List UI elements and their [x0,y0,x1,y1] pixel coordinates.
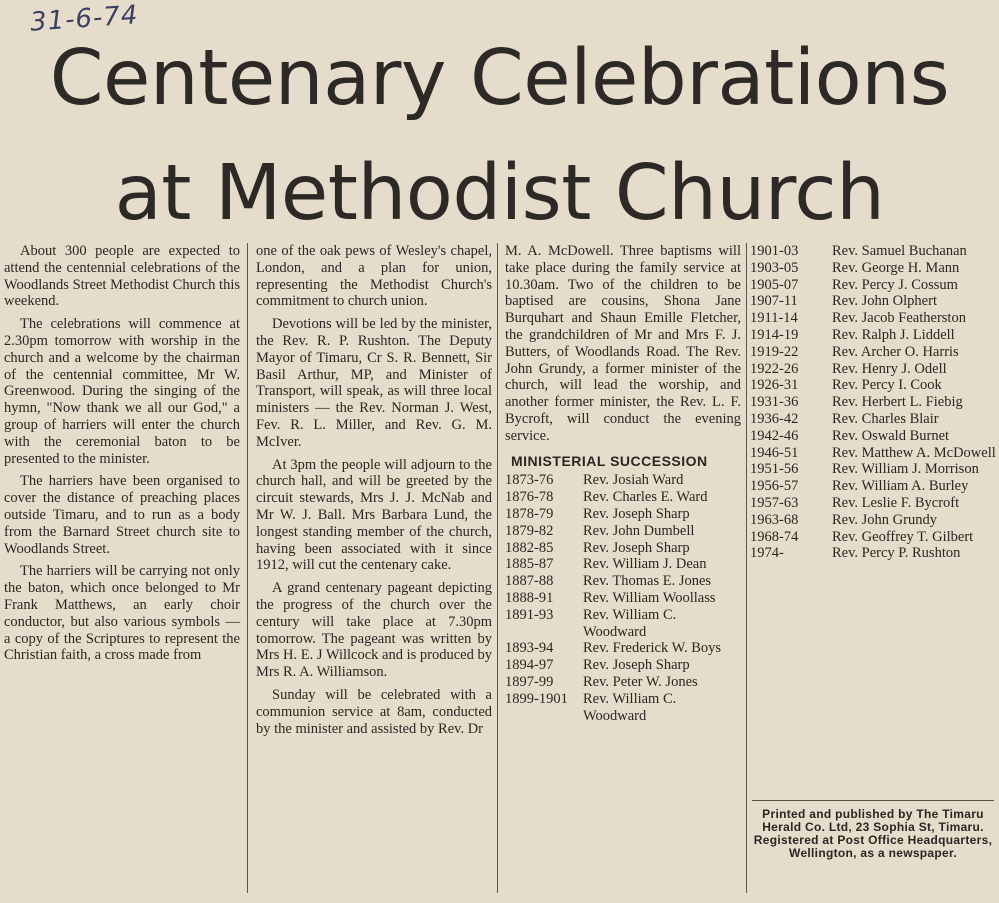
succession-row [750,461,996,478]
succession-minister: Rev. William J. Morrison [832,461,979,478]
paragraph: The harriers have been organised to cover the distance of preaching places outside Timaru, and to run as a body from the Barnard Street church site to Woodlands Street. [4,473,240,557]
succession-minister: Rev. George H. Mann [832,259,960,276]
article-column-2 [256,243,492,743]
succession-minister: Rev. Peter W. Jones [583,673,698,690]
succession-years: 1942-46 [750,427,799,444]
succession-years: 1956-57 [750,478,799,495]
succession-years: 1893-94 [505,640,554,657]
succession-minister: Rev. Joseph Sharp [583,505,690,522]
succession-minister: Rev. Charles Blair [832,410,939,427]
succession-row [750,361,996,378]
succession-minister: Rev. Josiah Ward [583,472,684,489]
paragraph: Devotions will be led by the minister, the Rev. R. P. Rushton. The Deputy Mayor of Timaru, Cr S. R. Bennett, Sir Basil Arthur, MP, and Minister of Transport, will speak, as will three local ministers — the Rev. Norman J. West, Fev. R. L. Miller, and Rev. G. M. McIver. [256,316,492,450]
succession-minister: Rev. Oswald Burnet [832,427,950,444]
succession-row [505,590,741,607]
succession-years: 1957-63 [750,494,799,511]
succession-heading: MINISTERIAL SUCCESSION [511,452,708,469]
headline-line-2: at Methodist Church [114,149,885,238]
succession-row [750,277,996,294]
article-column-1 [4,243,240,670]
succession-minister: Rev. William C. Woodward [583,606,677,640]
paragraph: The harriers will be carrying not only the baton, which once belonged to Mr Frank Matthews, an early choir conductor, but also various symbols — a copy of the Scriptures to represent the Christian faith, a cross made from [4,563,240,664]
succession-row [750,512,996,529]
succession-row [505,556,741,573]
succession-years: 1946-51 [750,444,799,461]
paragraph: Sunday will be celebrated with a communion service at 8am, conducted by the minister and assisted by Rev. Dr [256,686,492,737]
succession-minister: Rev. William J. Dean [583,556,707,573]
succession-row [505,489,741,506]
succession-years: 1903-05 [750,259,799,276]
succession-row [750,260,996,277]
succession-years: 1922-26 [750,360,799,377]
succession-row [750,243,996,260]
succession-row [750,495,996,512]
succession-row [505,691,741,725]
succession-years: 1926-31 [750,377,799,394]
succession-row [750,529,996,546]
succession-row [505,640,741,657]
succession-row [750,293,996,310]
paragraph: At 3pm the people will adjourn to the church hall, and will be greeted by the circuit stewards, Mrs J. J. McNab and Mr W. J. Ball. Mrs Barbara Lund, the longest standing member of the church, having been associated with it since 1912, will cut the centenary cake. [256,456,492,574]
succession-minister: Rev. Samuel Buchanan [832,243,967,259]
succession-years: 1905-07 [750,276,799,293]
succession-years: 1885-87 [505,556,554,573]
succession-years: 1887-88 [505,573,554,590]
succession-years: 1879-82 [505,522,554,539]
article-column-3 [505,243,741,724]
succession-years: 1968-74 [750,528,799,545]
succession-row [505,607,741,641]
succession-minister: Rev. Joseph Sharp [583,539,690,556]
succession-years: 1888-91 [505,589,554,606]
succession-minister: Rev. Geoffrey T. Gilbert [832,528,974,545]
paragraph: M. A. McDowell. Three baptisms will take place during the family service at 10.30am. Two of the children to be baptised are cousins, Shona Jane Burquhart and Shaun Emille Fletcher, the grandchildren of Mr and Mrs F. J. Butters, of Woodlands Road. The Rev. John Grundy, a former minister of the church, will lead the worship, and another former minister, the Rev. L. F. Bycroft, will conduct the evening service. [505,243,741,444]
succession-row [505,506,741,523]
succession-years: 1873-76 [505,472,554,489]
succession-row [750,327,996,344]
column-rule [497,243,498,893]
succession-minister: Rev. Matthew A. McDowell [832,444,996,461]
succession-minister: Rev. John Olphert [832,293,937,310]
paragraph: one of the oak pews of Wesley's chapel, London, and a plan for union, representing the Methodist Church's commitment to church union. [256,243,492,310]
succession-years: 1897-99 [505,673,554,690]
handwritten-date: 31-6-74 [29,0,140,38]
succession-row [505,523,741,540]
succession-years: 1963-68 [750,511,799,528]
succession-row [505,657,741,674]
succession-years: 1936-42 [750,410,799,427]
imprint-rule [752,800,994,801]
succession-years: 1882-85 [505,539,554,556]
succession-minister: Rev. Archer O. Harris [832,343,959,360]
succession-list-2 [750,243,996,562]
succession-row [750,377,996,394]
succession-years: 1911-14 [750,310,798,327]
succession-minister: Rev. William Woollass [583,589,716,606]
column-rule [247,243,248,893]
succession-minister: Rev. Percy J. Cossum [832,276,958,293]
succession-minister: Rev. Henry J. Odell [832,360,947,377]
succession-minister: Rev. Ralph J. Liddell [832,326,955,343]
succession-minister: Rev. Percy I. Cook [832,377,942,394]
succession-years: 1907-11 [750,293,798,310]
succession-row [750,310,996,327]
succession-row [750,394,996,411]
succession-years: 1899-1901 [505,690,568,707]
succession-row [750,545,996,562]
succession-minister: Rev. Joseph Sharp [583,657,690,674]
succession-row [750,411,996,428]
succession-minister: Rev. William A. Burley [832,478,969,495]
succession-row [750,428,996,445]
succession-years: 1891-93 [505,606,554,623]
column-rule [746,243,747,893]
succession-minister: Rev. John Grundy [832,511,937,528]
succession-years: 1974- [750,545,784,562]
succession-row [505,540,741,557]
succession-row [505,674,741,691]
succession-minister: Rev. Leslie F. Bycroft [832,494,960,511]
succession-years: 1914-19 [750,326,799,343]
succession-minister: Rev. Thomas E. Jones [583,573,712,590]
succession-years: 1901-03 [750,243,799,259]
succession-list-1 [505,472,741,724]
succession-years: 1931-36 [750,394,799,411]
succession-row [750,445,996,462]
imprint: Printed and published by The Timaru Herald Co. Ltd, 23 Sophia St, Timaru. Registered at Post Office Headquarters, Wellington, as a newspaper. [753,807,993,860]
succession-years: 1919-22 [750,343,799,360]
succession-minister: Rev. Herbert L. Fiebig [832,394,963,411]
succession-minister: Rev. William C. Woodward [583,690,677,724]
succession-row [750,344,996,361]
succession-years: 1878-79 [505,505,554,522]
succession-row [505,573,741,590]
succession-minister: Rev. Frederick W. Boys [583,640,722,657]
succession-years: 1894-97 [505,657,554,674]
succession-minister: Rev. Charles E. Ward [583,489,708,506]
succession-row [750,478,996,495]
succession-years: 1951-56 [750,461,799,478]
succession-minister: Rev. John Dumbell [583,522,695,539]
paragraph: About 300 people are expected to attend the centennial celebrations of the Woodlands Street Methodist Church this weekend. [4,243,240,310]
paragraph: The celebrations will commence at 2.30pm tomorrow with worship in the church and a welcome by the chairman of the centennial committee, Mr W. Greenwood. During the singing of the hymn, "Now thank we all our God," a group of harriers will enter the church with the ceremonial baton to be presented to the minister. [4,316,240,467]
succession-minister: Rev. Percy P. Rushton [832,545,961,562]
paragraph: A grand centenary pageant depicting the progress of the church over the century will take place at 7.30pm tomorrow. The pageant was written by Mrs H. E. J Willcock and is produced by Mrs R. A. Williamson. [256,580,492,681]
succession-row [505,472,741,489]
succession-minister: Rev. Jacob Featherston [832,310,966,327]
headline-line-1: Centenary Celebrations [49,34,950,123]
succession-years: 1876-78 [505,489,554,506]
